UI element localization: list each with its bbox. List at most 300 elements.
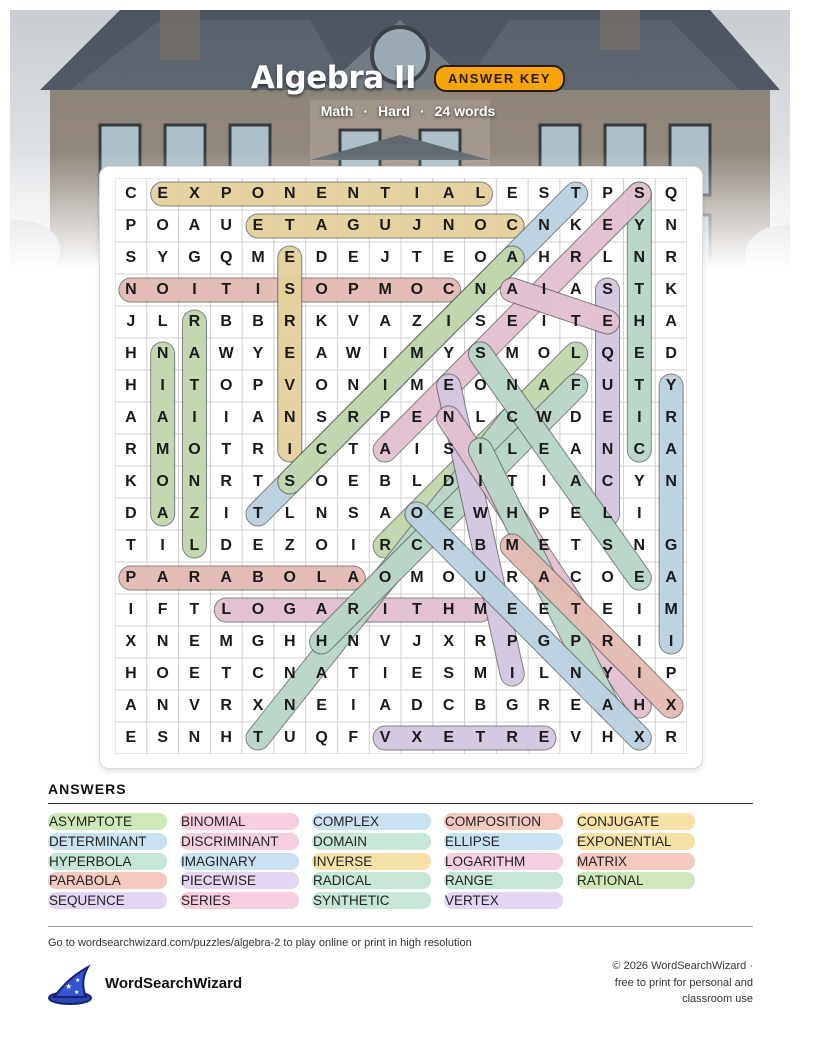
grid-cell[interactable]: G bbox=[283, 601, 296, 618]
grid-cell[interactable]: I bbox=[509, 665, 515, 682]
grid-cell[interactable]: X bbox=[411, 729, 423, 746]
grid-cell[interactable]: B bbox=[474, 697, 487, 714]
grid-cell[interactable]: C bbox=[601, 473, 614, 490]
grid-cell[interactable]: N bbox=[156, 633, 169, 650]
grid-cell[interactable]: T bbox=[253, 505, 263, 522]
grid-cell[interactable]: O bbox=[156, 665, 169, 682]
grid-cell[interactable]: R bbox=[283, 313, 296, 330]
grid-cell[interactable]: D bbox=[569, 409, 582, 426]
grid-cell[interactable]: Y bbox=[252, 345, 264, 362]
grid-cell[interactable]: Y bbox=[157, 249, 168, 266]
grid-cell[interactable]: P bbox=[125, 569, 137, 586]
grid-cell[interactable]: D bbox=[665, 345, 677, 362]
grid-cell[interactable]: R bbox=[347, 409, 360, 426]
grid-cell[interactable]: I bbox=[351, 537, 356, 554]
grid-cell[interactable]: F bbox=[570, 377, 581, 394]
grid-cell[interactable]: S bbox=[602, 537, 613, 554]
grid-cell[interactable]: Y bbox=[443, 345, 454, 362]
grid-cell[interactable]: S bbox=[443, 441, 454, 458]
grid-cell[interactable]: Y bbox=[602, 665, 613, 682]
grid-cell[interactable]: A bbox=[188, 217, 201, 234]
grid-cell[interactable]: Z bbox=[189, 505, 200, 522]
grid-cell[interactable]: S bbox=[316, 409, 327, 426]
grid-cell[interactable]: E bbox=[570, 505, 582, 522]
grid-cell[interactable]: A bbox=[379, 505, 391, 522]
grid-cell[interactable]: B bbox=[252, 313, 264, 330]
grid-cell[interactable]: O bbox=[251, 185, 265, 202]
grid-cell[interactable]: A bbox=[569, 281, 582, 298]
grid-cell[interactable]: A bbox=[538, 377, 550, 394]
grid-cell[interactable]: E bbox=[157, 185, 168, 202]
grid-cell[interactable]: M bbox=[505, 537, 519, 554]
grid-cell[interactable]: W bbox=[218, 345, 234, 362]
grid-cell[interactable]: R bbox=[220, 697, 232, 714]
grid-cell[interactable]: M bbox=[378, 281, 392, 298]
grid-cell[interactable]: O bbox=[283, 569, 296, 586]
grid-cell[interactable]: E bbox=[602, 601, 613, 618]
grid-cell[interactable]: E bbox=[602, 313, 613, 330]
grid-cell[interactable]: Q bbox=[315, 729, 328, 746]
grid-cell[interactable]: Q bbox=[219, 249, 233, 266]
grid-cell[interactable]: I bbox=[160, 537, 165, 554]
grid-cell[interactable]: I bbox=[160, 377, 165, 394]
grid-cell[interactable]: S bbox=[157, 729, 168, 746]
grid-cell[interactable]: I bbox=[128, 601, 134, 618]
grid-cell[interactable]: V bbox=[570, 729, 582, 746]
grid-cell[interactable]: R bbox=[379, 537, 391, 554]
grid-cell[interactable]: O bbox=[410, 505, 424, 522]
grid-cell[interactable]: P bbox=[506, 633, 518, 650]
grid-cell[interactable]: A bbox=[315, 665, 328, 682]
grid-cell[interactable]: V bbox=[189, 697, 200, 714]
grid-cell[interactable]: I bbox=[351, 697, 356, 714]
grid-cell[interactable]: T bbox=[411, 601, 422, 618]
grid-cell[interactable]: C bbox=[252, 665, 264, 682]
grid-cell[interactable]: E bbox=[633, 569, 645, 586]
grid-cell[interactable]: E bbox=[538, 441, 550, 458]
grid-cell[interactable]: G bbox=[347, 217, 360, 234]
grid-cell[interactable]: A bbox=[506, 249, 518, 266]
grid-cell[interactable]: E bbox=[443, 505, 454, 522]
grid-cell[interactable]: I bbox=[668, 633, 674, 650]
grid-cell[interactable]: J bbox=[412, 633, 422, 650]
grid-cell[interactable]: A bbox=[315, 601, 328, 618]
grid-cell[interactable]: G bbox=[251, 633, 265, 650]
grid-cell[interactable]: Z bbox=[411, 313, 422, 330]
grid-cell[interactable]: L bbox=[507, 441, 518, 458]
grid-cell[interactable]: E bbox=[602, 217, 613, 234]
grid-cell[interactable]: A bbox=[347, 569, 360, 586]
grid-cell[interactable]: F bbox=[348, 729, 359, 746]
grid-cell[interactable]: I bbox=[223, 409, 229, 426]
grid-cell[interactable]: Z bbox=[284, 537, 295, 554]
grid-cell[interactable]: N bbox=[283, 697, 296, 714]
grid-cell[interactable]: N bbox=[569, 665, 582, 682]
grid-cell[interactable]: X bbox=[252, 697, 264, 714]
grid-cell[interactable]: A bbox=[125, 697, 137, 714]
grid-cell[interactable]: E bbox=[347, 473, 359, 490]
grid-cell[interactable]: N bbox=[601, 441, 614, 458]
grid-cell[interactable]: X bbox=[443, 633, 454, 650]
grid-cell[interactable]: H bbox=[601, 729, 614, 746]
grid-cell[interactable]: A bbox=[220, 569, 232, 586]
grid-cell[interactable]: C bbox=[506, 217, 518, 234]
grid-cell[interactable]: L bbox=[157, 313, 168, 330]
grid-cell[interactable]: N bbox=[442, 217, 455, 234]
grid-cell[interactable]: E bbox=[284, 249, 296, 266]
grid-cell[interactable]: H bbox=[633, 313, 646, 330]
grid-cell[interactable]: C bbox=[442, 697, 455, 714]
grid-cell[interactable]: O bbox=[251, 601, 265, 618]
grid-cell[interactable]: J bbox=[380, 249, 390, 266]
grid-cell[interactable]: E bbox=[506, 185, 518, 202]
grid-cell[interactable]: T bbox=[411, 249, 422, 266]
grid-cell[interactable]: I bbox=[414, 441, 420, 458]
grid-cell[interactable]: E bbox=[538, 729, 550, 746]
grid-cell[interactable]: I bbox=[541, 281, 547, 298]
grid-cell[interactable]: P bbox=[347, 281, 359, 298]
grid-cell[interactable]: V bbox=[347, 313, 359, 330]
grid-cell[interactable]: T bbox=[253, 729, 263, 746]
grid-cell[interactable]: E bbox=[506, 313, 518, 330]
grid-cell[interactable]: G bbox=[537, 633, 551, 650]
grid-cell[interactable]: A bbox=[252, 409, 264, 426]
grid-cell[interactable]: R bbox=[569, 249, 582, 266]
grid-cell[interactable]: R bbox=[506, 569, 518, 586]
grid-cell[interactable]: Y bbox=[633, 217, 645, 234]
grid-cell[interactable]: T bbox=[125, 537, 136, 554]
grid-cell[interactable]: C bbox=[315, 441, 328, 458]
grid-cell[interactable]: R bbox=[220, 473, 232, 490]
grid-cell[interactable]: N bbox=[347, 633, 360, 650]
grid-cell[interactable]: E bbox=[189, 665, 200, 682]
grid-cell[interactable]: S bbox=[475, 345, 486, 362]
grid-cell[interactable]: D bbox=[411, 697, 423, 714]
grid-cell[interactable]: E bbox=[443, 729, 454, 746]
grid-cell[interactable]: O bbox=[601, 569, 614, 586]
grid-cell[interactable]: N bbox=[474, 281, 487, 298]
grid-cell[interactable]: D bbox=[125, 505, 137, 522]
grid-cell[interactable]: X bbox=[125, 633, 137, 650]
grid-cell[interactable]: L bbox=[570, 345, 581, 362]
grid-cell[interactable]: A bbox=[156, 409, 169, 426]
grid-cell[interactable]: B bbox=[379, 473, 391, 490]
grid-cell[interactable]: S bbox=[475, 313, 486, 330]
grid-cell[interactable]: T bbox=[507, 473, 518, 490]
grid-cell[interactable]: L bbox=[602, 249, 613, 266]
grid-cell[interactable]: I bbox=[192, 281, 197, 298]
grid-cell[interactable]: C bbox=[442, 281, 455, 298]
grid-cell[interactable]: T bbox=[348, 665, 359, 682]
grid-cell[interactable]: T bbox=[189, 601, 200, 618]
grid-cell[interactable]: R bbox=[538, 697, 550, 714]
grid-cell[interactable]: Q bbox=[664, 185, 678, 202]
grid-cell[interactable]: E bbox=[633, 345, 645, 362]
grid-cell[interactable]: M bbox=[505, 345, 519, 362]
grid-cell[interactable]: D bbox=[442, 473, 455, 490]
grid-cell[interactable]: I bbox=[287, 441, 292, 458]
grid-cell[interactable]: I bbox=[414, 185, 420, 202]
grid-cell[interactable]: B bbox=[474, 537, 487, 554]
grid-cell[interactable]: N bbox=[188, 729, 201, 746]
grid-cell[interactable]: A bbox=[601, 697, 614, 714]
grid-cell[interactable]: A bbox=[442, 185, 455, 202]
grid-cell[interactable]: W bbox=[345, 345, 361, 362]
grid-cell[interactable]: P bbox=[570, 633, 582, 650]
grid-cell[interactable]: T bbox=[221, 441, 232, 458]
grid-cell[interactable]: K bbox=[665, 281, 677, 298]
grid-cell[interactable]: R bbox=[125, 441, 137, 458]
grid-cell[interactable]: L bbox=[475, 409, 486, 426]
grid-cell[interactable]: I bbox=[541, 313, 547, 330]
grid-cell[interactable]: R bbox=[442, 537, 455, 554]
grid-cell[interactable]: I bbox=[255, 281, 261, 298]
grid-cell[interactable]: R bbox=[188, 569, 201, 586]
grid-cell[interactable]: T bbox=[634, 281, 645, 298]
grid-cell[interactable]: N bbox=[156, 697, 169, 714]
grid-cell[interactable]: T bbox=[221, 665, 232, 682]
grid-cell[interactable]: A bbox=[379, 313, 391, 330]
grid-cell[interactable]: O bbox=[156, 473, 169, 490]
grid-cell[interactable]: M bbox=[473, 601, 488, 618]
grid-cell[interactable]: O bbox=[410, 281, 424, 298]
grid-cell[interactable]: M bbox=[251, 249, 265, 266]
grid-cell[interactable]: S bbox=[538, 185, 550, 202]
grid-cell[interactable]: P bbox=[379, 409, 391, 426]
grid-cell[interactable]: E bbox=[411, 409, 423, 426]
grid-cell[interactable]: I bbox=[382, 345, 388, 362]
grid-cell[interactable]: G bbox=[505, 697, 519, 714]
grid-cell[interactable]: H bbox=[442, 601, 455, 618]
grid-cell[interactable]: H bbox=[220, 729, 232, 746]
grid-cell[interactable]: P bbox=[220, 185, 232, 202]
grid-cell[interactable]: A bbox=[379, 441, 391, 458]
grid-cell[interactable]: E bbox=[411, 665, 423, 682]
grid-cell[interactable]: V bbox=[379, 729, 391, 746]
grid-cell[interactable]: O bbox=[474, 217, 487, 234]
grid-cell[interactable]: N bbox=[347, 185, 360, 202]
grid-cell[interactable]: E bbox=[316, 697, 327, 714]
grid-cell[interactable]: O bbox=[474, 249, 487, 266]
grid-cell[interactable]: L bbox=[475, 185, 486, 202]
grid-cell[interactable]: A bbox=[125, 409, 137, 426]
grid-cell[interactable]: A bbox=[188, 345, 201, 362]
grid-cell[interactable]: N bbox=[665, 473, 677, 490]
grid-cell[interactable]: I bbox=[637, 633, 642, 650]
grid-cell[interactable]: P bbox=[665, 665, 677, 682]
grid-cell[interactable]: H bbox=[283, 633, 296, 650]
grid-cell[interactable]: R bbox=[347, 601, 360, 618]
grid-cell[interactable]: T bbox=[189, 377, 200, 394]
grid-cell[interactable]: A bbox=[156, 505, 169, 522]
grid-cell[interactable]: J bbox=[412, 217, 422, 234]
grid-cell[interactable]: T bbox=[634, 377, 645, 394]
grid-cell[interactable]: N bbox=[633, 249, 646, 266]
grid-cell[interactable]: N bbox=[506, 377, 518, 394]
grid-cell[interactable]: O bbox=[474, 377, 487, 394]
grid-cell[interactable]: O bbox=[442, 569, 455, 586]
grid-cell[interactable]: U bbox=[283, 729, 296, 746]
grid-cell[interactable]: M bbox=[155, 441, 170, 458]
grid-cell[interactable]: R bbox=[188, 313, 201, 330]
grid-cell[interactable]: A bbox=[665, 569, 677, 586]
grid-cell[interactable]: H bbox=[538, 249, 550, 266]
grid-cell[interactable]: M bbox=[473, 665, 488, 682]
grid-cell[interactable]: I bbox=[446, 313, 451, 330]
grid-cell[interactable]: N bbox=[665, 217, 677, 234]
grid-cell[interactable]: E bbox=[284, 345, 296, 362]
grid-cell[interactable]: Q bbox=[601, 345, 614, 362]
grid-cell[interactable]: T bbox=[570, 313, 581, 330]
grid-cell[interactable]: A bbox=[156, 569, 169, 586]
grid-cell[interactable]: S bbox=[443, 665, 454, 682]
grid-cell[interactable]: A bbox=[569, 473, 582, 490]
grid-cell[interactable]: O bbox=[315, 281, 328, 298]
grid-cell[interactable]: E bbox=[252, 217, 264, 234]
grid-cell[interactable]: H bbox=[125, 377, 137, 394]
grid-cell[interactable]: P bbox=[602, 185, 613, 202]
grid-cell[interactable]: S bbox=[602, 281, 613, 298]
grid-cell[interactable]: N bbox=[156, 345, 169, 362]
grid-cell[interactable]: R bbox=[665, 729, 677, 746]
grid-cell[interactable]: F bbox=[157, 601, 168, 618]
grid-cell[interactable]: H bbox=[315, 633, 328, 650]
brand-logo[interactable] bbox=[48, 963, 243, 1005]
grid-cell[interactable]: O bbox=[188, 441, 201, 458]
grid-cell[interactable]: N bbox=[442, 409, 455, 426]
grid-cell[interactable]: C bbox=[569, 569, 582, 586]
grid-cell[interactable]: O bbox=[219, 377, 233, 394]
grid-cell[interactable]: N bbox=[347, 377, 360, 394]
grid-cell[interactable]: C bbox=[506, 409, 518, 426]
grid-cell[interactable]: A bbox=[506, 281, 518, 298]
grid-cell[interactable]: D bbox=[220, 537, 232, 554]
grid-cell[interactable]: N bbox=[283, 185, 296, 202]
grid-cell[interactable]: I bbox=[478, 441, 483, 458]
grid-cell[interactable]: R bbox=[665, 249, 677, 266]
grid-cell[interactable]: L bbox=[602, 505, 613, 522]
grid-cell[interactable]: E bbox=[316, 185, 327, 202]
grid-cell[interactable]: T bbox=[380, 185, 390, 202]
grid-cell[interactable]: B bbox=[220, 313, 232, 330]
grid-cell[interactable]: Y bbox=[633, 473, 645, 490]
grid-cell[interactable]: E bbox=[602, 409, 613, 426]
grid-cell[interactable]: L bbox=[539, 665, 549, 682]
grid-cell[interactable]: H bbox=[125, 665, 137, 682]
grid-cell[interactable]: A bbox=[665, 441, 677, 458]
grid-cell[interactable]: O bbox=[315, 537, 328, 554]
grid-cell[interactable]: R bbox=[252, 441, 264, 458]
grid-cell[interactable]: G bbox=[188, 249, 201, 266]
grid-cell[interactable]: T bbox=[348, 441, 359, 458]
grid-cell[interactable]: I bbox=[478, 473, 483, 490]
grid-cell[interactable]: T bbox=[284, 217, 295, 234]
grid-cell[interactable]: Y bbox=[665, 377, 677, 394]
grid-cell[interactable]: M bbox=[219, 633, 233, 650]
grid-cell[interactable]: R bbox=[474, 633, 487, 650]
grid-cell[interactable]: V bbox=[379, 633, 391, 650]
grid-cell[interactable]: N bbox=[188, 473, 201, 490]
grid-cell[interactable]: N bbox=[283, 409, 296, 426]
grid-cell[interactable]: P bbox=[538, 505, 550, 522]
grid-cell[interactable]: I bbox=[637, 665, 642, 682]
grid-cell[interactable]: A bbox=[538, 569, 550, 586]
grid-cell[interactable]: M bbox=[410, 377, 424, 394]
grid-cell[interactable]: I bbox=[637, 505, 642, 522]
grid-cell[interactable]: S bbox=[125, 249, 137, 266]
grid-cell[interactable]: B bbox=[252, 569, 264, 586]
grid-cell[interactable]: L bbox=[221, 601, 232, 618]
grid-cell[interactable]: U bbox=[601, 377, 614, 394]
grid-cell[interactable]: E bbox=[443, 249, 454, 266]
grid-cell[interactable]: O bbox=[315, 377, 328, 394]
grid-cell[interactable]: X bbox=[189, 185, 200, 202]
grid-cell[interactable]: A bbox=[569, 441, 582, 458]
grid-cell[interactable]: T bbox=[221, 281, 232, 298]
grid-cell[interactable]: T bbox=[253, 473, 263, 490]
grid-cell[interactable]: S bbox=[347, 505, 359, 522]
grid-cell[interactable]: C bbox=[125, 185, 137, 202]
grid-cell[interactable]: E bbox=[125, 729, 137, 746]
grid-cell[interactable]: R bbox=[665, 409, 677, 426]
grid-cell[interactable]: W bbox=[472, 505, 488, 522]
grid-cell[interactable]: N bbox=[283, 665, 296, 682]
grid-cell[interactable]: A bbox=[315, 345, 328, 362]
grid-cell[interactable]: U bbox=[474, 569, 487, 586]
grid-cell[interactable]: L bbox=[189, 537, 200, 554]
grid-cell[interactable]: M bbox=[410, 345, 424, 362]
grid-cell[interactable]: N bbox=[315, 505, 328, 522]
grid-cell[interactable]: I bbox=[223, 505, 229, 522]
grid-cell[interactable]: V bbox=[284, 377, 296, 394]
grid-cell[interactable]: S bbox=[284, 473, 296, 490]
grid-cell[interactable]: M bbox=[664, 601, 678, 618]
grid-cell[interactable]: P bbox=[125, 217, 137, 234]
grid-cell[interactable]: H bbox=[125, 345, 137, 362]
grid-cell[interactable]: E bbox=[443, 377, 454, 394]
grid-cell[interactable]: X bbox=[633, 729, 645, 746]
grid-cell[interactable]: N bbox=[633, 537, 646, 554]
grid-cell[interactable]: L bbox=[316, 569, 327, 586]
grid-cell[interactable]: L bbox=[411, 473, 422, 490]
grid-cell[interactable]: K bbox=[315, 313, 328, 330]
grid-cell[interactable]: U bbox=[379, 217, 391, 234]
grid-cell[interactable]: S bbox=[284, 281, 296, 298]
grid-cell[interactable]: C bbox=[633, 441, 646, 458]
grid-cell[interactable]: S bbox=[633, 185, 645, 202]
grid-cell[interactable]: T bbox=[570, 185, 581, 202]
grid-cell[interactable]: A bbox=[315, 217, 328, 234]
grid-cell[interactable]: J bbox=[126, 313, 136, 330]
grid-cell[interactable]: K bbox=[569, 217, 582, 234]
grid-cell[interactable]: N bbox=[538, 217, 550, 234]
grid-cell[interactable]: U bbox=[220, 217, 232, 234]
grid-cell[interactable]: O bbox=[315, 473, 328, 490]
grid-cell[interactable]: T bbox=[475, 729, 486, 746]
grid-cell[interactable]: I bbox=[637, 409, 642, 426]
grid-cell[interactable]: I bbox=[382, 601, 388, 618]
grid-cell[interactable]: E bbox=[538, 601, 550, 618]
grid-cell[interactable]: I bbox=[637, 601, 642, 618]
grid-cell[interactable]: G bbox=[664, 537, 678, 554]
grid-cell[interactable]: D bbox=[315, 249, 328, 266]
grid-cell[interactable]: I bbox=[541, 473, 547, 490]
grid-cell[interactable]: P bbox=[252, 377, 264, 394]
grid-cell[interactable]: E bbox=[538, 537, 550, 554]
grid-cell[interactable]: K bbox=[125, 473, 137, 490]
grid-cell[interactable]: H bbox=[633, 697, 646, 714]
grid-cell[interactable]: I bbox=[382, 665, 388, 682]
